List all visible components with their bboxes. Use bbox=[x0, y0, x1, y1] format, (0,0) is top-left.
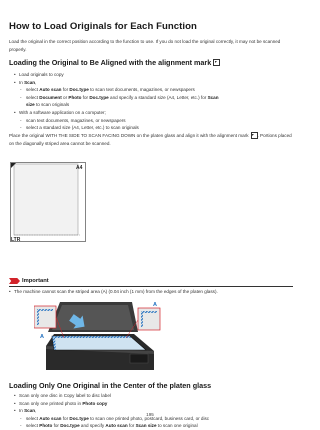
important-rule bbox=[9, 286, 293, 287]
alignment-use-list bbox=[14, 71, 294, 132]
list-item-text: to scan one printed photo, postcard, business card, or disc bbox=[88, 415, 210, 421]
list-item-text: , bbox=[35, 79, 37, 85]
center-use-list bbox=[14, 392, 294, 430]
list-item-text: Auto scan bbox=[39, 415, 62, 421]
list-item-text: and specify bbox=[79, 423, 106, 429]
original-sheet bbox=[14, 164, 78, 235]
list-item-text: With a software application on a computer; bbox=[19, 109, 106, 115]
list-item-text: for bbox=[61, 87, 70, 93]
list-item-text: Photo copy bbox=[82, 400, 108, 406]
control-panel bbox=[130, 354, 148, 363]
list-item-text: Doc.type bbox=[69, 415, 89, 421]
alignment-mark-icon bbox=[251, 132, 258, 139]
alignment-mark-icon bbox=[213, 59, 220, 66]
list-item-text: Doc.type bbox=[89, 94, 109, 100]
list-item bbox=[14, 71, 294, 79]
list-item-text: to scan one original bbox=[156, 423, 198, 429]
list-item-text: Scan only one printed photo in bbox=[19, 400, 83, 406]
important-notice bbox=[9, 278, 293, 295]
list-item-text: In bbox=[19, 79, 25, 85]
list-item-text: In bbox=[19, 408, 25, 414]
label-ltr: LTR bbox=[11, 237, 21, 242]
placement-text-2: alignment mark bbox=[217, 133, 249, 138]
placement-instructions bbox=[9, 132, 293, 147]
list-item-text: select a standard size (A4, Letter, etc.) to scan originals bbox=[26, 125, 139, 131]
important-icon bbox=[9, 278, 20, 284]
list-item-text: , bbox=[35, 408, 37, 414]
list-item-text: Scan bbox=[24, 79, 36, 85]
label-a-right: A bbox=[153, 302, 157, 308]
list-item-text: Document bbox=[39, 94, 62, 100]
list-item bbox=[14, 400, 294, 408]
label-a-left: A bbox=[40, 334, 44, 340]
list-item bbox=[14, 117, 294, 125]
section-heading-alignment-text: Loading the Original to Be Aligned with the alignment mark bbox=[9, 58, 212, 67]
list-item bbox=[14, 86, 294, 94]
list-item-text: Auto scan bbox=[39, 87, 62, 93]
label-a4: A4 bbox=[76, 165, 83, 171]
platen-alignment-diagram bbox=[10, 162, 86, 242]
list-item-text: Photo bbox=[39, 423, 53, 429]
page-number: 195 bbox=[146, 412, 154, 417]
list-item-text: Photo bbox=[68, 94, 82, 100]
list-item-text: for bbox=[61, 415, 70, 421]
placement-text-3: . Portions placed on the diagonally striped area cannot be scanned. bbox=[9, 133, 292, 146]
list-item bbox=[14, 124, 294, 132]
list-item-text: to scan text documents, magazines, or newspapers bbox=[88, 87, 195, 93]
list-item bbox=[14, 79, 294, 87]
list-item-text: Scan size bbox=[135, 423, 157, 429]
list-item-text: Scan bbox=[207, 94, 219, 100]
list-item bbox=[14, 94, 294, 102]
list-item-text: scan text documents, magazines, or newspapers bbox=[26, 117, 126, 123]
list-item-text: for bbox=[127, 423, 136, 429]
list-item-text: select bbox=[26, 94, 40, 100]
list-item-text: Scan bbox=[24, 408, 36, 414]
list-item-text: for bbox=[52, 423, 61, 429]
list-item bbox=[14, 109, 294, 117]
printer-illustration bbox=[34, 296, 164, 376]
list-item-text: Auto scan bbox=[105, 423, 128, 429]
section-heading-center: Loading Only One Original in the Center of the platen glass bbox=[9, 381, 212, 390]
important-header bbox=[9, 278, 293, 284]
section-heading-alignment bbox=[9, 58, 220, 67]
list-item-text: Doc.type bbox=[69, 87, 89, 93]
list-item-text: select bbox=[26, 87, 40, 93]
list-item-text: and specify a standard size (A4, Letter, etc.) for bbox=[108, 94, 208, 100]
list-item-text: or bbox=[61, 94, 69, 100]
list-item-text: to scan originals bbox=[34, 102, 70, 108]
page-title: How to Load Originals for Each Function bbox=[9, 21, 197, 32]
list-item-text: Scan only one disc in Copy label to disc label bbox=[19, 393, 111, 398]
list-item-text: size bbox=[26, 102, 35, 108]
important-text: • The machine cannot scan the striped area (A) (0.04 inch (1 mm) from the edges of the platen glass). bbox=[9, 288, 293, 295]
list-item-text: Doc.type bbox=[60, 423, 80, 429]
important-title: Important bbox=[22, 278, 49, 284]
platen-glass bbox=[52, 336, 146, 350]
list-item-text: select bbox=[26, 423, 40, 429]
list-item-text: Load originals to copy bbox=[19, 72, 64, 77]
list-item bbox=[14, 101, 294, 109]
placement-text-1: Place the original WITH THE SIDE TO SCAN FACING DOWN on the platen glass and align it with the bbox=[9, 133, 216, 138]
list-item-text: for bbox=[81, 94, 90, 100]
intro-text: Load the original in the correct position according to the function to use. If you do not load the original correctly, it may not be scanned properly. bbox=[9, 39, 281, 52]
list-item bbox=[14, 392, 294, 400]
list-item-text: select bbox=[26, 415, 40, 421]
